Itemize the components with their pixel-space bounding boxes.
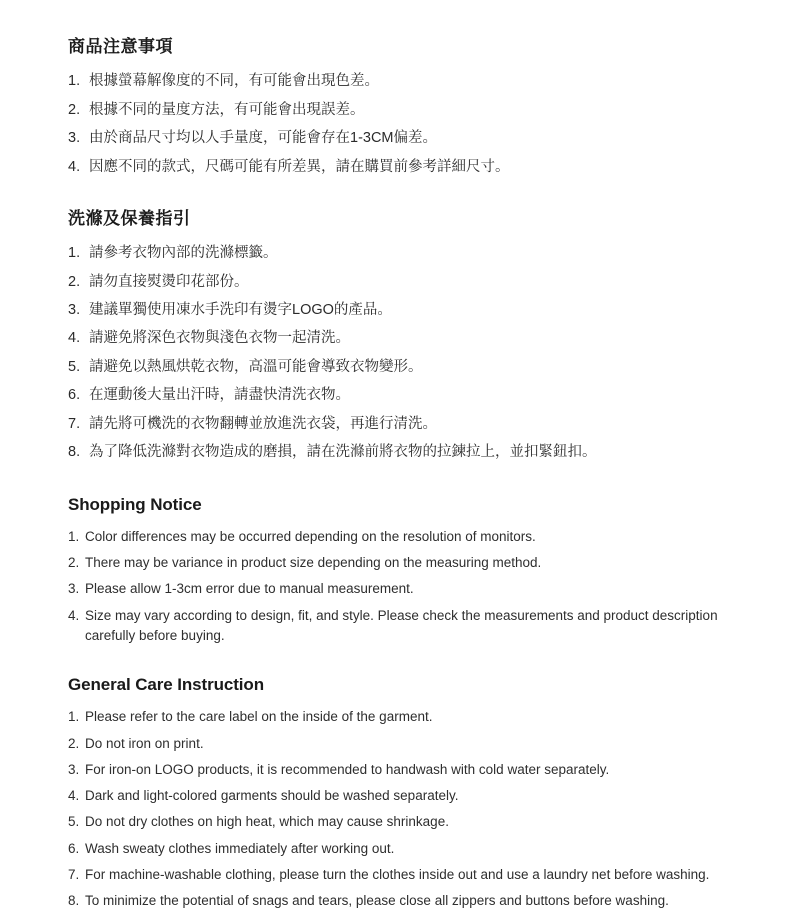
list-item-number: 8.	[68, 893, 80, 908]
list-item-text: 因應不同的款式，尺碼可能有所差異，請在購買前參考詳細尺寸。	[89, 158, 510, 175]
list-item	[68, 242, 744, 264]
list-item-number: 4.	[68, 158, 81, 175]
list-item	[68, 527, 744, 547]
list-item-number: 7.	[68, 415, 81, 432]
list-item-text: Do not iron on print.	[85, 735, 204, 751]
care-list-cjk	[68, 242, 744, 464]
list-item-number: 1.	[68, 528, 80, 544]
list-item-number: 3.	[68, 761, 80, 777]
section-heading: Shopping Notice	[68, 494, 202, 514]
list-item	[68, 99, 744, 121]
list-item-number: 4.	[68, 330, 81, 347]
list-item	[68, 734, 744, 754]
list-item-text: Color differences may be occurred depending on the resolution of monitors.	[85, 528, 536, 544]
list-item-number: 2.	[68, 101, 81, 118]
section-heading: General Care Instruction	[68, 675, 264, 695]
list-item-text: 請避免將深色衣物與淺色衣物一起清洗。	[89, 330, 350, 347]
list-item-number: 2.	[68, 555, 80, 571]
list-item	[68, 413, 744, 435]
list-item	[68, 384, 744, 406]
list-item-number: 1.	[68, 709, 80, 725]
list-item-number: 3.	[68, 581, 80, 597]
list-item	[68, 839, 744, 859]
list-item-number: 8.	[68, 444, 81, 461]
care-list-en	[68, 707, 744, 911]
list-item-text: Please refer to the care label on the inside of the garment.	[85, 709, 433, 725]
list-item-text: For machine-washable clothing, please turn the clothes inside out and use a laundry net before washing.	[85, 866, 710, 882]
list-item-text: Do not dry clothes on high heat, which may cause shrinkage.	[85, 814, 449, 830]
list-item	[68, 156, 744, 178]
list-item-text: 在運動後大量出汗時，請盡快清洗衣物。	[89, 387, 350, 404]
list-item-text: 請勿直接熨燙印花部份。	[89, 273, 249, 290]
list-item-text: 請避免以熱風烘乾衣物，高溫可能會導致衣物變形。	[89, 358, 423, 375]
list-item	[68, 299, 744, 321]
list-item	[68, 707, 744, 727]
list-item-number: 3.	[68, 130, 81, 147]
list-item-text: 為了降低洗滌對衣物造成的磨損，請在洗滌前將衣物的拉鍊拉上，並扣緊鈕扣。	[89, 444, 597, 461]
list-item-number: 1.	[68, 245, 81, 262]
list-item-text: Please allow 1-3cm error due to manual measurement.	[85, 581, 414, 597]
list-item-number: 6.	[68, 387, 81, 404]
section-heading: 洗滌及保養指引	[68, 208, 191, 228]
section-care-instruction-cjk	[68, 208, 744, 464]
list-item-number: 2.	[68, 273, 81, 290]
list-item	[68, 865, 744, 885]
list-item	[68, 327, 744, 349]
list-item-text: 根據不同的量度方法，有可能會出現誤差。	[89, 101, 365, 118]
notice-list-cjk	[68, 70, 744, 178]
list-item	[68, 356, 744, 378]
list-item	[68, 441, 744, 463]
list-item-number: 4.	[68, 607, 80, 623]
list-item-text: Dark and light-colored garments should be washed separately.	[85, 788, 459, 803]
section-general-care-instruction-en	[68, 674, 744, 911]
list-item	[68, 760, 744, 780]
list-item	[68, 70, 744, 92]
list-item-text: 建議單獨使用凍水手洗印有燙字LOGO的產品。	[89, 302, 392, 318]
list-item	[68, 271, 744, 293]
list-item-text: 由於商品尺寸均以人手量度，可能會存在1-3CM偏差。	[89, 130, 438, 147]
list-item-number: 4.	[68, 788, 80, 803]
list-item	[68, 579, 744, 599]
list-item	[68, 891, 744, 911]
list-item-number: 7.	[68, 866, 80, 882]
list-item-text: 請先將可機洗的衣物翻轉並放進洗衣袋，再進行清洗。	[89, 415, 437, 432]
list-item-number: 5.	[68, 814, 80, 830]
list-item-number: 5.	[68, 358, 81, 375]
list-item-text: 請參考衣物內部的洗滌標籤。	[89, 245, 278, 262]
list-item-number: 1.	[68, 73, 81, 90]
list-item	[68, 606, 744, 647]
list-item-text: Size may vary according to design, fit, and style. Please check the measurements and product description carefully before buying.	[85, 607, 718, 643]
list-item	[68, 812, 744, 832]
list-item	[68, 553, 744, 573]
list-item	[68, 127, 744, 149]
list-item	[68, 786, 744, 806]
list-item-text: To minimize the potential of snags and tears, please close all zippers and buttons before washing.	[85, 893, 669, 908]
section-shopping-notice-cjk	[68, 36, 744, 178]
list-item-number: 6.	[68, 840, 80, 856]
list-item-text: Wash sweaty clothes immediately after working out.	[85, 840, 395, 856]
section-heading: 商品注意事項	[68, 37, 173, 56]
notice-list-en	[68, 527, 744, 646]
list-item-number: 2.	[68, 735, 80, 751]
list-item-text: For iron-on LOGO products, it is recommended to handwash with cold water separately.	[85, 761, 610, 777]
list-item-text: There may be variance in product size depending on the measuring method.	[85, 555, 542, 571]
list-item-text: 根據螢幕解像度的不同，有可能會出現色差。	[89, 73, 379, 90]
section-shopping-notice-en	[68, 494, 744, 646]
list-item-number: 3.	[68, 302, 81, 318]
